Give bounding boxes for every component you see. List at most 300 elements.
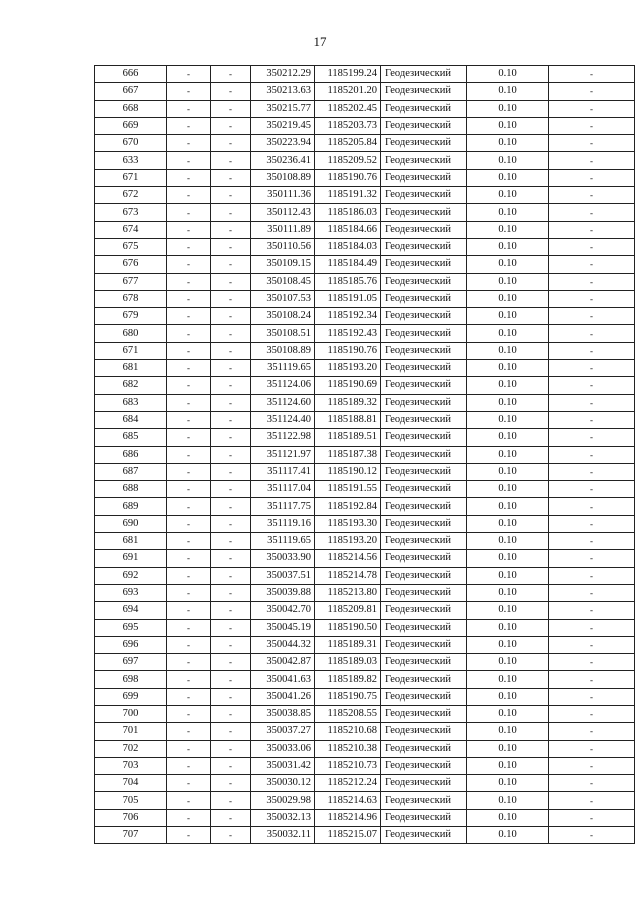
method-cell: Геодезический xyxy=(381,567,467,584)
method-cell: Геодезический xyxy=(381,827,467,844)
method-cell: Геодезический xyxy=(381,83,467,100)
accuracy-cell: 0.10 xyxy=(467,83,549,100)
note-cell: - xyxy=(549,394,635,411)
empty-cell: - xyxy=(167,66,211,83)
accuracy-cell: 0.10 xyxy=(467,463,549,480)
empty-cell: - xyxy=(211,204,251,221)
point-number-cell: 669 xyxy=(95,117,167,134)
x-coordinate-cell: 350042.87 xyxy=(251,654,315,671)
point-number-cell: 680 xyxy=(95,325,167,342)
method-cell: Геодезический xyxy=(381,636,467,653)
empty-cell: - xyxy=(211,740,251,757)
empty-cell: - xyxy=(167,533,211,550)
table-row xyxy=(95,273,635,290)
accuracy-cell: 0.10 xyxy=(467,740,549,757)
note-cell: - xyxy=(549,221,635,238)
note-cell: - xyxy=(549,481,635,498)
method-cell: Геодезический xyxy=(381,187,467,204)
table-row xyxy=(95,602,635,619)
point-number-cell: 676 xyxy=(95,256,167,273)
point-number-cell: 688 xyxy=(95,481,167,498)
y-coordinate-cell: 1185192.34 xyxy=(315,308,381,325)
point-number-cell: 675 xyxy=(95,238,167,255)
point-number-cell: 685 xyxy=(95,429,167,446)
x-coordinate-cell: 350029.98 xyxy=(251,792,315,809)
empty-cell: - xyxy=(211,567,251,584)
table-row xyxy=(95,827,635,844)
table-row xyxy=(95,221,635,238)
empty-cell: - xyxy=(167,325,211,342)
y-coordinate-cell: 1185214.63 xyxy=(315,792,381,809)
table-row xyxy=(95,619,635,636)
method-cell: Геодезический xyxy=(381,723,467,740)
x-coordinate-cell: 350219.45 xyxy=(251,117,315,134)
point-number-cell: 696 xyxy=(95,636,167,653)
empty-cell: - xyxy=(167,342,211,359)
x-coordinate-cell: 351121.97 xyxy=(251,446,315,463)
empty-cell: - xyxy=(167,723,211,740)
empty-cell: - xyxy=(211,377,251,394)
empty-cell: - xyxy=(211,809,251,826)
x-coordinate-cell: 350041.26 xyxy=(251,688,315,705)
y-coordinate-cell: 1185210.73 xyxy=(315,757,381,774)
note-cell: - xyxy=(549,775,635,792)
point-number-cell: 678 xyxy=(95,290,167,307)
empty-cell: - xyxy=(211,83,251,100)
note-cell: - xyxy=(549,567,635,584)
accuracy-cell: 0.10 xyxy=(467,325,549,342)
point-number-cell: 700 xyxy=(95,705,167,722)
empty-cell: - xyxy=(167,273,211,290)
x-coordinate-cell: 350107.53 xyxy=(251,290,315,307)
y-coordinate-cell: 1185189.32 xyxy=(315,394,381,411)
method-cell: Геодезический xyxy=(381,152,467,169)
accuracy-cell: 0.10 xyxy=(467,654,549,671)
method-cell: Геодезический xyxy=(381,377,467,394)
method-cell: Геодезический xyxy=(381,429,467,446)
method-cell: Геодезический xyxy=(381,550,467,567)
x-coordinate-cell: 350108.45 xyxy=(251,273,315,290)
empty-cell: - xyxy=(211,705,251,722)
x-coordinate-cell: 350038.85 xyxy=(251,705,315,722)
table-row xyxy=(95,446,635,463)
point-number-cell: 690 xyxy=(95,515,167,532)
note-cell: - xyxy=(549,515,635,532)
accuracy-cell: 0.10 xyxy=(467,775,549,792)
table-body xyxy=(95,66,635,844)
note-cell: - xyxy=(549,602,635,619)
empty-cell: - xyxy=(167,636,211,653)
x-coordinate-cell: 350044.32 xyxy=(251,636,315,653)
point-number-cell: 695 xyxy=(95,619,167,636)
method-cell: Геодезический xyxy=(381,619,467,636)
empty-cell: - xyxy=(211,636,251,653)
page-number: 17 xyxy=(313,34,327,49)
table-row xyxy=(95,394,635,411)
empty-cell: - xyxy=(211,117,251,134)
method-cell: Геодезический xyxy=(381,325,467,342)
table-row xyxy=(95,567,635,584)
table-row xyxy=(95,135,635,152)
y-coordinate-cell: 1185214.78 xyxy=(315,567,381,584)
note-cell: - xyxy=(549,705,635,722)
accuracy-cell: 0.10 xyxy=(467,636,549,653)
table-row xyxy=(95,723,635,740)
point-number-cell: 681 xyxy=(95,533,167,550)
empty-cell: - xyxy=(211,533,251,550)
method-cell: Геодезический xyxy=(381,204,467,221)
empty-cell: - xyxy=(211,757,251,774)
point-number-cell: 703 xyxy=(95,757,167,774)
y-coordinate-cell: 1185184.49 xyxy=(315,256,381,273)
note-cell: - xyxy=(549,792,635,809)
method-cell: Геодезический xyxy=(381,533,467,550)
table-row xyxy=(95,238,635,255)
accuracy-cell: 0.10 xyxy=(467,723,549,740)
y-coordinate-cell: 1185193.30 xyxy=(315,515,381,532)
x-coordinate-cell: 350215.77 xyxy=(251,100,315,117)
point-number-cell: 673 xyxy=(95,204,167,221)
accuracy-cell: 0.10 xyxy=(467,619,549,636)
table-row xyxy=(95,66,635,83)
empty-cell: - xyxy=(211,619,251,636)
y-coordinate-cell: 1185208.55 xyxy=(315,705,381,722)
accuracy-cell: 0.10 xyxy=(467,135,549,152)
method-cell: Геодезический xyxy=(381,66,467,83)
empty-cell: - xyxy=(167,429,211,446)
y-coordinate-cell: 1185192.43 xyxy=(315,325,381,342)
point-number-cell: 682 xyxy=(95,377,167,394)
x-coordinate-cell: 351117.75 xyxy=(251,498,315,515)
empty-cell: - xyxy=(167,602,211,619)
table-row xyxy=(95,809,635,826)
table-row xyxy=(95,740,635,757)
y-coordinate-cell: 1185190.75 xyxy=(315,688,381,705)
method-cell: Геодезический xyxy=(381,411,467,428)
empty-cell: - xyxy=(211,256,251,273)
method-cell: Геодезический xyxy=(381,290,467,307)
accuracy-cell: 0.10 xyxy=(467,550,549,567)
accuracy-cell: 0.10 xyxy=(467,757,549,774)
method-cell: Геодезический xyxy=(381,308,467,325)
accuracy-cell: 0.10 xyxy=(467,377,549,394)
y-coordinate-cell: 1185190.76 xyxy=(315,169,381,186)
empty-cell: - xyxy=(167,411,211,428)
x-coordinate-cell: 350109.15 xyxy=(251,256,315,273)
note-cell: - xyxy=(549,429,635,446)
x-coordinate-cell: 351119.65 xyxy=(251,360,315,377)
empty-cell: - xyxy=(167,515,211,532)
empty-cell: - xyxy=(167,446,211,463)
table-row xyxy=(95,117,635,134)
x-coordinate-cell: 350212.29 xyxy=(251,66,315,83)
empty-cell: - xyxy=(167,100,211,117)
note-cell: - xyxy=(549,757,635,774)
point-number-cell: 691 xyxy=(95,550,167,567)
table-row xyxy=(95,792,635,809)
accuracy-cell: 0.10 xyxy=(467,256,549,273)
empty-cell: - xyxy=(167,567,211,584)
y-coordinate-cell: 1185202.45 xyxy=(315,100,381,117)
note-cell: - xyxy=(549,671,635,688)
x-coordinate-cell: 350108.51 xyxy=(251,325,315,342)
y-coordinate-cell: 1185214.96 xyxy=(315,809,381,826)
y-coordinate-cell: 1185189.82 xyxy=(315,671,381,688)
empty-cell: - xyxy=(167,827,211,844)
x-coordinate-cell: 350033.06 xyxy=(251,740,315,757)
method-cell: Геодезический xyxy=(381,809,467,826)
method-cell: Геодезический xyxy=(381,498,467,515)
y-coordinate-cell: 1185192.84 xyxy=(315,498,381,515)
point-number-cell: 666 xyxy=(95,66,167,83)
empty-cell: - xyxy=(167,654,211,671)
y-coordinate-cell: 1185189.51 xyxy=(315,429,381,446)
table-row xyxy=(95,775,635,792)
y-coordinate-cell: 1185209.52 xyxy=(315,152,381,169)
empty-cell: - xyxy=(167,757,211,774)
x-coordinate-cell: 351119.65 xyxy=(251,533,315,550)
accuracy-cell: 0.10 xyxy=(467,584,549,601)
note-cell: - xyxy=(549,377,635,394)
table-row xyxy=(95,290,635,307)
x-coordinate-cell: 350110.56 xyxy=(251,238,315,255)
point-number-cell: 683 xyxy=(95,394,167,411)
x-coordinate-cell: 350108.89 xyxy=(251,342,315,359)
x-coordinate-cell: 350031.42 xyxy=(251,757,315,774)
x-coordinate-cell: 351124.60 xyxy=(251,394,315,411)
method-cell: Геодезический xyxy=(381,342,467,359)
point-number-cell: 705 xyxy=(95,792,167,809)
method-cell: Геодезический xyxy=(381,360,467,377)
note-cell: - xyxy=(549,827,635,844)
method-cell: Геодезический xyxy=(381,221,467,238)
method-cell: Геодезический xyxy=(381,463,467,480)
point-number-cell: 677 xyxy=(95,273,167,290)
method-cell: Геодезический xyxy=(381,654,467,671)
method-cell: Геодезический xyxy=(381,169,467,186)
note-cell: - xyxy=(549,100,635,117)
x-coordinate-cell: 351124.40 xyxy=(251,411,315,428)
y-coordinate-cell: 1185213.80 xyxy=(315,584,381,601)
note-cell: - xyxy=(549,654,635,671)
accuracy-cell: 0.10 xyxy=(467,429,549,446)
note-cell: - xyxy=(549,342,635,359)
accuracy-cell: 0.10 xyxy=(467,100,549,117)
coordinates-table xyxy=(94,65,635,844)
accuracy-cell: 0.10 xyxy=(467,705,549,722)
method-cell: Геодезический xyxy=(381,740,467,757)
method-cell: Геодезический xyxy=(381,394,467,411)
empty-cell: - xyxy=(167,256,211,273)
y-coordinate-cell: 1185184.03 xyxy=(315,238,381,255)
empty-cell: - xyxy=(167,204,211,221)
accuracy-cell: 0.10 xyxy=(467,360,549,377)
point-number-cell: 674 xyxy=(95,221,167,238)
table-row xyxy=(95,308,635,325)
empty-cell: - xyxy=(211,446,251,463)
accuracy-cell: 0.10 xyxy=(467,411,549,428)
note-cell: - xyxy=(549,446,635,463)
y-coordinate-cell: 1185189.03 xyxy=(315,654,381,671)
empty-cell: - xyxy=(167,152,211,169)
empty-cell: - xyxy=(211,481,251,498)
point-number-cell: 697 xyxy=(95,654,167,671)
point-number-cell: 633 xyxy=(95,152,167,169)
note-cell: - xyxy=(549,135,635,152)
empty-cell: - xyxy=(167,498,211,515)
accuracy-cell: 0.10 xyxy=(467,446,549,463)
table-row xyxy=(95,688,635,705)
note-cell: - xyxy=(549,740,635,757)
y-coordinate-cell: 1185193.20 xyxy=(315,360,381,377)
table-row xyxy=(95,325,635,342)
table-row xyxy=(95,411,635,428)
point-number-cell: 687 xyxy=(95,463,167,480)
empty-cell: - xyxy=(211,688,251,705)
note-cell: - xyxy=(549,238,635,255)
y-coordinate-cell: 1185205.84 xyxy=(315,135,381,152)
method-cell: Геодезический xyxy=(381,481,467,498)
accuracy-cell: 0.10 xyxy=(467,187,549,204)
empty-cell: - xyxy=(211,654,251,671)
point-number-cell: 671 xyxy=(95,342,167,359)
x-coordinate-cell: 351117.41 xyxy=(251,463,315,480)
empty-cell: - xyxy=(211,394,251,411)
y-coordinate-cell: 1185210.68 xyxy=(315,723,381,740)
x-coordinate-cell: 350111.36 xyxy=(251,187,315,204)
x-coordinate-cell: 351122.98 xyxy=(251,429,315,446)
table-row xyxy=(95,757,635,774)
empty-cell: - xyxy=(211,463,251,480)
method-cell: Геодезический xyxy=(381,705,467,722)
empty-cell: - xyxy=(211,584,251,601)
accuracy-cell: 0.10 xyxy=(467,792,549,809)
y-coordinate-cell: 1185201.20 xyxy=(315,83,381,100)
y-coordinate-cell: 1185212.24 xyxy=(315,775,381,792)
y-coordinate-cell: 1185209.81 xyxy=(315,602,381,619)
table-row xyxy=(95,360,635,377)
y-coordinate-cell: 1185185.76 xyxy=(315,273,381,290)
y-coordinate-cell: 1185214.56 xyxy=(315,550,381,567)
empty-cell: - xyxy=(211,169,251,186)
empty-cell: - xyxy=(167,135,211,152)
note-cell: - xyxy=(549,360,635,377)
x-coordinate-cell: 350032.13 xyxy=(251,809,315,826)
table-row xyxy=(95,705,635,722)
empty-cell: - xyxy=(167,775,211,792)
point-number-cell: 667 xyxy=(95,83,167,100)
empty-cell: - xyxy=(211,671,251,688)
note-cell: - xyxy=(549,66,635,83)
x-coordinate-cell: 350108.89 xyxy=(251,169,315,186)
note-cell: - xyxy=(549,204,635,221)
method-cell: Геодезический xyxy=(381,515,467,532)
point-number-cell: 672 xyxy=(95,187,167,204)
method-cell: Геодезический xyxy=(381,273,467,290)
point-number-cell: 684 xyxy=(95,411,167,428)
note-cell: - xyxy=(549,809,635,826)
note-cell: - xyxy=(549,325,635,342)
empty-cell: - xyxy=(211,411,251,428)
point-number-cell: 706 xyxy=(95,809,167,826)
table-row xyxy=(95,550,635,567)
empty-cell: - xyxy=(167,619,211,636)
y-coordinate-cell: 1185190.76 xyxy=(315,342,381,359)
point-number-cell: 671 xyxy=(95,169,167,186)
x-coordinate-cell: 350030.12 xyxy=(251,775,315,792)
table-row xyxy=(95,654,635,671)
y-coordinate-cell: 1185210.38 xyxy=(315,740,381,757)
accuracy-cell: 0.10 xyxy=(467,273,549,290)
x-coordinate-cell: 350213.63 xyxy=(251,83,315,100)
empty-cell: - xyxy=(211,187,251,204)
empty-cell: - xyxy=(211,238,251,255)
x-coordinate-cell: 350041.63 xyxy=(251,671,315,688)
x-coordinate-cell: 350111.89 xyxy=(251,221,315,238)
table-row xyxy=(95,83,635,100)
empty-cell: - xyxy=(211,498,251,515)
y-coordinate-cell: 1185191.05 xyxy=(315,290,381,307)
note-cell: - xyxy=(549,308,635,325)
point-number-cell: 679 xyxy=(95,308,167,325)
x-coordinate-cell: 351117.04 xyxy=(251,481,315,498)
table-row xyxy=(95,169,635,186)
y-coordinate-cell: 1185187.38 xyxy=(315,446,381,463)
empty-cell: - xyxy=(167,117,211,134)
table-row xyxy=(95,533,635,550)
empty-cell: - xyxy=(167,671,211,688)
method-cell: Геодезический xyxy=(381,238,467,255)
accuracy-cell: 0.10 xyxy=(467,152,549,169)
x-coordinate-cell: 350042.70 xyxy=(251,602,315,619)
empty-cell: - xyxy=(211,221,251,238)
table-row xyxy=(95,584,635,601)
empty-cell: - xyxy=(211,429,251,446)
empty-cell: - xyxy=(211,66,251,83)
y-coordinate-cell: 1185186.03 xyxy=(315,204,381,221)
note-cell: - xyxy=(549,498,635,515)
method-cell: Геодезический xyxy=(381,256,467,273)
empty-cell: - xyxy=(167,83,211,100)
point-number-cell: 699 xyxy=(95,688,167,705)
table-row xyxy=(95,377,635,394)
empty-cell: - xyxy=(211,273,251,290)
point-number-cell: 694 xyxy=(95,602,167,619)
accuracy-cell: 0.10 xyxy=(467,688,549,705)
accuracy-cell: 0.10 xyxy=(467,671,549,688)
note-cell: - xyxy=(549,187,635,204)
accuracy-cell: 0.10 xyxy=(467,238,549,255)
method-cell: Геодезический xyxy=(381,446,467,463)
note-cell: - xyxy=(549,83,635,100)
empty-cell: - xyxy=(211,152,251,169)
empty-cell: - xyxy=(167,809,211,826)
table-row xyxy=(95,463,635,480)
x-coordinate-cell: 350112.43 xyxy=(251,204,315,221)
note-cell: - xyxy=(549,533,635,550)
point-number-cell: 698 xyxy=(95,671,167,688)
point-number-cell: 707 xyxy=(95,827,167,844)
accuracy-cell: 0.10 xyxy=(467,498,549,515)
y-coordinate-cell: 1185193.20 xyxy=(315,533,381,550)
table-row xyxy=(95,204,635,221)
y-coordinate-cell: 1185203.73 xyxy=(315,117,381,134)
accuracy-cell: 0.10 xyxy=(467,204,549,221)
accuracy-cell: 0.10 xyxy=(467,342,549,359)
empty-cell: - xyxy=(167,481,211,498)
empty-cell: - xyxy=(167,584,211,601)
y-coordinate-cell: 1185215.07 xyxy=(315,827,381,844)
